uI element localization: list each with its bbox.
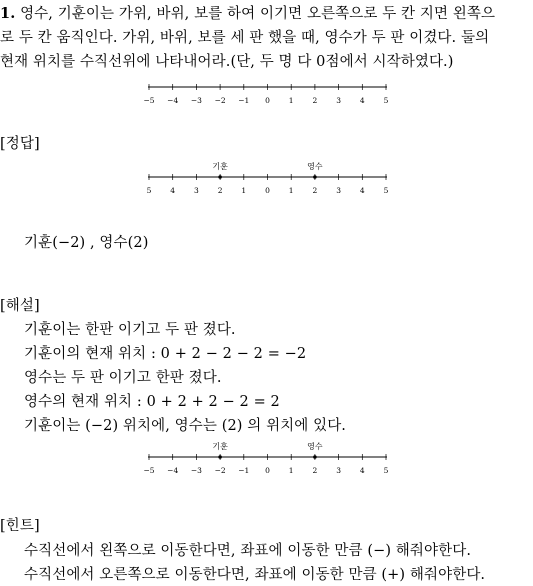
explanation-heading: [해설] [0,298,40,314]
explanation-line-3: 영수는 두 판 이기고 한판 졌다. [24,370,222,386]
tick-label: 5 [383,186,389,195]
number-line-answer [140,162,400,198]
answer-text: 기훈(−2) , 영수(2) [24,235,149,251]
tick-label: 2 [312,96,318,105]
explanation-line-5: 기훈이는 (−2) 위치에, 영수는 (2) 의 위치에 있다. [24,418,347,434]
point-label: 영수 [307,162,323,171]
tick-label: 5 [146,186,152,195]
problem-text-1: 영수, 기훈이는 가위, 바위, 보를 하여 이기면 오른쪽으로 두 칸 지면 왼쪽으 [20,6,496,22]
tick-label: 0 [265,186,270,195]
problem-number: 1. [0,5,16,22]
hint-line-1: 수직선에서 왼쪽으로 이동한다면, 좌표에 이동한 만큼 (−) 해줘야한다. [24,543,472,559]
tick-label: 5 [383,96,389,105]
problem-line-3: 현재 위치를 수직선위에 나타내어라.(단, 두 명 다 0점에서 시작하였다.) [0,54,454,70]
problem-line-2: 로 두 칸 움직인다. 가위, 바위, 보를 세 판 했을 때, 영수가 두 판 이겼다. 둘의 [0,30,490,46]
point-marker [313,175,317,179]
tick-label: 4 [170,186,176,195]
number-line-answer-svg [140,158,400,200]
tick-label: 5 [383,466,389,475]
point-label: 기훈 [212,162,228,171]
explanation-line-1: 기훈이는 한판 이기고 두 판 졌다. [24,322,236,338]
tick-label: 2 [312,466,318,475]
point-marker [218,175,222,179]
point-label: 영수 [307,442,323,451]
explanation-line-4: 영수의 현재 위치 : 0 + 2 + 2 − 2 = 2 [24,394,280,410]
tick-label: 3 [336,186,341,195]
tick-label: −5 [143,96,155,105]
tick-label: −3 [190,96,202,105]
tick-label: −2 [214,466,226,475]
point-marker [313,455,317,459]
hint-heading: [힌트] [0,518,40,534]
tick-label: −5 [143,466,155,475]
tick-label: 4 [359,466,365,475]
answer-heading: [정답] [0,136,40,152]
tick-label: 0 [265,466,270,475]
point-marker [218,455,222,459]
tick-label: 0 [265,96,270,105]
tick-label: 4 [359,186,365,195]
number-line-explanation [140,442,400,478]
tick-label: 1 [288,186,294,195]
number-line-question [140,78,400,108]
tick-label: −2 [214,96,226,105]
tick-label: −4 [167,96,179,105]
problem-line-1 [0,4,495,24]
tick-label: 4 [359,96,365,105]
tick-label: −4 [167,466,179,475]
tick-label: 3 [194,186,199,195]
tick-label: 3 [336,96,341,105]
tick-label: −3 [190,466,202,475]
tick-label: 1 [241,186,247,195]
tick-label: 2 [312,186,318,195]
tick-label: 3 [336,466,341,475]
number-line-question-svg [140,78,400,108]
hint-line-2: 수직선에서 오른쪽으로 이동한다면, 좌표에 이동한 만큼 (+) 해줘야한다. [24,567,486,583]
point-label: 기훈 [212,442,228,451]
tick-label: −1 [238,466,250,475]
number-line-explanation-svg [140,438,400,480]
tick-label: −1 [238,96,250,105]
explanation-line-2: 기훈이의 현재 위치 : 0 + 2 − 2 − 2 = −2 [24,346,307,362]
tick-label: 1 [288,96,294,105]
tick-label: 1 [288,466,294,475]
tick-label: 2 [217,186,223,195]
